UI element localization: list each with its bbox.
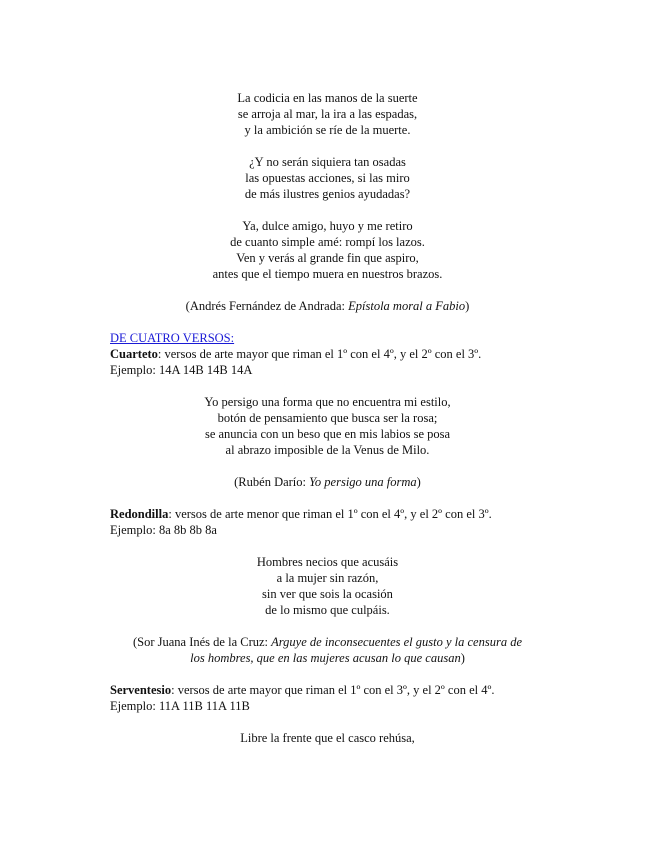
serventesio-definition-text: : versos de arte mayor que riman el 1º con el 3º, y el 2º con el 4º. <box>171 683 495 697</box>
verse-line: sin ver que sois la ocasión <box>262 587 393 601</box>
verse-line: La codicia en las manos de la suerte <box>237 91 418 105</box>
attribution-work: Epístola moral a Fabio <box>348 299 466 313</box>
redondilla-example: Ejemplo: 8a 8b 8b 8a <box>110 523 217 537</box>
attribution-line-1 <box>104 634 551 650</box>
attribution-suffix: ) <box>460 651 465 665</box>
serventesio-definition <box>110 682 545 698</box>
attribution-work: Yo persigo una forma <box>309 475 417 489</box>
verse-line: Hombres necios que acusáis <box>256 555 399 569</box>
section-heading-link[interactable]: DE CUATRO VERSOS: <box>110 331 235 345</box>
verse-line: se arroja al mar, la ira a las espadas, <box>237 107 418 121</box>
serventesio-stanza <box>110 730 545 746</box>
attribution-andrada <box>110 298 545 314</box>
stanza-1 <box>110 90 545 138</box>
verse-line: Ya, dulce amigo, huyo y me retiro <box>242 219 413 233</box>
attribution-suffix: ) <box>416 475 421 489</box>
stanza-3 <box>110 218 545 282</box>
verse-line: Ven y verás al grande fin que aspiro, <box>236 251 419 265</box>
verse-line: de cuanto simple amé: rompí los lazos. <box>230 235 425 249</box>
attribution-suffix: ) <box>465 299 470 313</box>
redondilla-definition-text: : versos de arte menor que riman el 1º con el 4º, y el 2º con el 3º. <box>168 507 492 521</box>
redondilla-definition <box>110 506 545 522</box>
redondilla-term: Redondilla <box>110 507 169 521</box>
verse-line: de más ilustres genios ayudadas? <box>244 187 411 201</box>
attribution-prefix: (Andrés Fernández de Andrada: <box>185 299 349 313</box>
attribution-dario <box>110 474 545 490</box>
verse-line: las opuestas acciones, si las miro <box>245 171 410 185</box>
attribution-line-2 <box>104 650 551 666</box>
stanza-2 <box>110 154 545 202</box>
attribution-prefix: (Rubén Darío: <box>234 475 310 489</box>
verse-line: se anuncia con un beso que en mis labios se posa <box>204 427 451 441</box>
verse-line: de lo mismo que culpáis. <box>265 603 390 617</box>
cuarteto-example: Ejemplo: 14A 14B 14B 14A <box>110 363 253 377</box>
verse-line: Libre la frente que el casco rehúsa, <box>240 731 415 745</box>
serventesio-example: Ejemplo: 11A 11B 11A 11B <box>110 699 250 713</box>
verse-line: Yo persigo una forma que no encuentra mi estilo, <box>204 395 451 409</box>
verse-line: ¿Y no serán siquiera tan osadas <box>249 155 406 169</box>
verse-line: botón de pensamiento que busca ser la rosa; <box>217 411 438 425</box>
verse-line: antes que el tiempo muera en nuestros brazos. <box>212 267 443 281</box>
attribution-work-line-1: Arguye de inconsecuentes el gusto y la censura de <box>271 635 522 649</box>
attribution-sor-juana <box>104 634 551 666</box>
verse-line: a la mujer sin razón, <box>276 571 379 585</box>
verse-line: y la ambición se ríe de la muerte. <box>244 123 411 137</box>
verse-line: al abrazo imposible de la Venus de Milo. <box>225 443 430 457</box>
attribution-work-line-2: los hombres, que en las mujeres acusan lo que causan <box>190 651 461 665</box>
attribution-prefix: (Sor Juana Inés de la Cruz: <box>132 635 272 649</box>
cuarteto-definition <box>110 346 545 362</box>
cuarteto-definition-text: : versos de arte mayor que riman el 1º con el 4º, y el 2º con el 3º. <box>157 347 482 361</box>
cuarteto-term: Cuarteto <box>110 347 158 361</box>
serventesio-term: Serventesio <box>110 683 172 697</box>
cuarteto-stanza <box>110 394 545 458</box>
redondilla-stanza <box>110 554 545 618</box>
